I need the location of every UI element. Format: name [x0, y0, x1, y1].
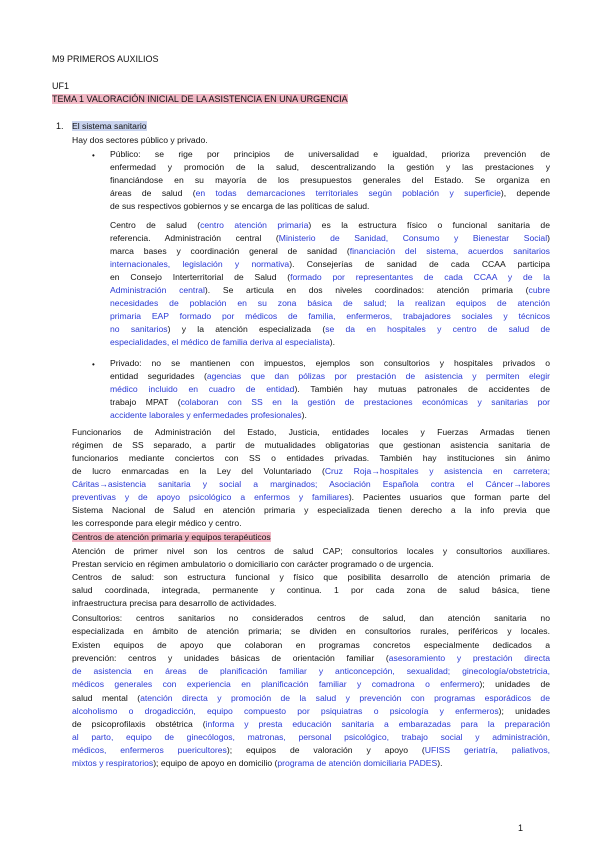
text-line — [110, 219, 550, 232]
text-line — [72, 504, 550, 517]
text-line — [110, 409, 550, 422]
blue-note: Ministerio de Sanidad, Consumo y Bienestar Social — [278, 233, 548, 243]
text-line — [110, 383, 550, 396]
text-segment: infraestructura precisa para desarrollo de actividades. — [72, 598, 277, 608]
blue-note: especialidades, el médico de familia deriva al especialista — [110, 337, 330, 347]
text-line — [72, 757, 550, 770]
text-segment: entidad seguridades ( — [110, 371, 207, 381]
topic-heading: TEMA 1 VALORACIÓN INICIAL DE LA ASISTENCIA EN UNA URGENCIA — [52, 94, 348, 104]
text-line — [110, 187, 550, 200]
blue-note: atención directa y promoción de la salud y prevención con programas esporádicos de — [140, 693, 550, 703]
blue-note: internacionales, legislación y normativa — [110, 259, 290, 269]
text-segment: Existen equipos de apoyo que colaboran en programas concretos especialmente dedicados a — [72, 640, 550, 650]
blue-note: preventivas y de apoyo psicológico a enfermos y familiares — [72, 492, 349, 502]
blue-note: de asistencia en áreas de planificación familiar y anticoncepción, sexualidad; ginecología/obstetricia, — [72, 666, 550, 676]
text-segment: ) — [547, 233, 550, 243]
text-segment: ). También hay mutuas patronales de accidentes de — [294, 384, 550, 394]
text-line — [72, 625, 550, 638]
blue-note: centro atención primaria — [200, 220, 309, 230]
section-intro: Hay dos sectores público y privado. — [72, 135, 208, 145]
text-segment: en Consejo Interterritorial de Salud ( — [110, 272, 291, 282]
text-line — [72, 665, 550, 678]
unit-label: UF1 — [52, 81, 70, 91]
section-title: El sistema sanitario — [72, 121, 147, 131]
text-segment: prevención: centros y unidades básicas de orientación familiar ( — [72, 653, 389, 663]
text-line — [110, 396, 550, 409]
blue-note: mixtos y respiratorios — [72, 758, 154, 768]
blue-note: se da en hospitales y centro de salud de — [325, 324, 550, 334]
blue-note: asesoramiento y prestación directa — [388, 653, 550, 663]
text-segment: Funcionarios de Administración del Estado, Justicia, entidades locales y Fuerzas Armadas tienen — [72, 427, 550, 437]
text-segment: de lucro enmarcadas en la Ley del Voluntariado ( — [72, 466, 325, 476]
text-line — [72, 439, 550, 452]
text-segment: ). — [329, 337, 335, 347]
text-segment: ). — [301, 410, 307, 420]
text-line — [72, 545, 550, 558]
page-number: 1 — [518, 823, 524, 833]
blue-note: en todas demarcaciones territoriales según población y superficie — [195, 188, 501, 198]
text-segment: ); equipo de apoyo en domicilio ( — [153, 758, 278, 768]
text-segment: régimen de SS separado, a partir de mutualidades obligatorias que gestionan asistencia sanitaria de — [72, 440, 550, 450]
text-line — [110, 271, 550, 284]
blue-note: al parto, equipo de ginecólogos, matronas, personal psicológico, trabajo social y administración, — [72, 732, 550, 742]
text-segment: marca bases y coordinación general de sanidad ( — [110, 246, 350, 256]
blue-note: necesidades de población en su zona básica de salud; la realizan equipos de atención — [110, 298, 550, 308]
blue-note: no sanitarios — [110, 324, 168, 334]
text-line — [72, 731, 550, 744]
text-line — [72, 718, 550, 731]
text-line — [72, 705, 550, 718]
text-segment: salud coordinada, integrada, permanente y continua. 1 por cada zona de salud básica, tiene — [72, 585, 550, 595]
blue-note: Administración central — [110, 285, 205, 295]
text-line — [72, 678, 550, 691]
blue-note: colaboran con SS en la gestión de prestaciones económicas y sanitarias por — [180, 397, 550, 407]
text-segment: Privado: no se mantienen con impuestos, ejemplos son consultorios y hospitales privados o — [110, 358, 550, 368]
text-line — [72, 426, 550, 439]
text-line — [72, 531, 550, 544]
text-segment: ). Se articula en dos niveles coordinados: atención primaria ( — [204, 285, 529, 295]
text-line — [72, 652, 550, 665]
blue-note: accidente laborales y enfermedades profesionales — [110, 410, 302, 420]
text-line — [72, 597, 550, 610]
text-line — [110, 258, 550, 271]
text-segment: trabajo MPAT ( — [110, 397, 181, 407]
text-segment: financiándose en su mayoría de los presupuestos generales del Estado. Se organiza en — [110, 175, 550, 185]
blue-note: formado por representantes de cada CCAA y de la — [290, 272, 550, 282]
text-line — [110, 200, 550, 213]
text-segment: de psicoprofilaxis obstétrica ( — [72, 719, 206, 729]
bullet-public: • — [92, 151, 95, 160]
blue-note: financiación del sistema, acuerdos sanitarios — [349, 246, 550, 256]
text-line — [110, 370, 550, 383]
bullet-private: • — [92, 360, 95, 369]
text-line — [72, 517, 550, 530]
blue-note: médicos, enfermeros puericultores — [72, 745, 227, 755]
text-line — [110, 161, 550, 174]
text-segment: ), depende — [500, 188, 551, 198]
blue-note: médico incluido en cuadro de entidad — [110, 384, 295, 394]
text-segment: Centros de salud: son estructura funcional y físico que posibilita desarrollo de atención primaria de — [72, 572, 550, 582]
text-line — [72, 452, 550, 465]
blue-note: alcoholismo o drogadicción, equipo compuesto por psiquiatras o psicología y enfermeros — [72, 706, 499, 716]
text-line — [72, 571, 550, 584]
text-line — [110, 174, 550, 187]
text-segment: ); unidades — [498, 706, 550, 716]
blue-note: informa y presta educación sanitaria a embarazadas para la preparación — [205, 719, 550, 729]
text-segment: ) y la atención especializada ( — [167, 324, 326, 334]
text-line — [110, 284, 550, 297]
text-line — [110, 336, 550, 349]
blue-note: Cáritas→asistencia sanitaria y social a marginados; Asociación Española contra el Cáncer→labores — [72, 479, 550, 489]
text-segment: les corresponde para elegir médico y centro. — [72, 518, 242, 528]
text-segment: áreas de salud ( — [110, 188, 196, 198]
text-segment: Centros de atención primaria y equipos terapéuticos — [72, 532, 271, 542]
text-segment: ); unidades de — [479, 679, 551, 689]
text-segment: Público: se rige por principios de universalidad e igualdad, prioriza prevención de — [110, 149, 550, 159]
text-line — [110, 232, 550, 245]
text-line — [72, 612, 550, 625]
text-line — [72, 478, 550, 491]
text-segment: funcionarios mediante conciertos con SS o entidades privadas. También hay instituciones sin ánimo — [72, 453, 550, 463]
text-segment: ). Consejerías de sanidad de cada CCAA participa — [289, 259, 551, 269]
blue-note: Cruz Roja→hospitales y asistencia en carretera; — [324, 466, 550, 476]
text-line — [110, 148, 550, 161]
text-line — [110, 297, 550, 310]
text-segment: especializada en ámbito de atención primaria; se dividen en consultorios rurales, periféricos y locales. — [72, 626, 550, 636]
text-line — [72, 692, 550, 705]
blue-note: programa de atención domiciliaria PADES — [277, 758, 438, 768]
text-line — [110, 245, 550, 258]
text-segment: referencia. Administración central ( — [110, 233, 279, 243]
text-segment: ) es la estructura físico o funcional sanitaria de — [308, 220, 550, 230]
course-title: M9 PRIMEROS AUXILIOS — [52, 54, 159, 64]
text-line — [72, 491, 550, 504]
text-segment: Centro de salud ( — [110, 220, 201, 230]
text-line — [72, 639, 550, 652]
text-segment: Prestan servicio en régimen ambulatorio o domiciliario con carácter programado o de urgencia. — [72, 559, 434, 569]
text-line — [110, 310, 550, 323]
text-segment: enfermedad y promoción de la salud, descentralizando la gestión y las prestaciones y — [110, 162, 550, 172]
text-line — [72, 465, 550, 478]
text-line — [72, 744, 550, 757]
blue-note: médicos generales con experiencia en planificación familiar y comadrona o enfermero — [72, 679, 480, 689]
blue-note: cubre — [528, 285, 551, 295]
text-segment: Consultorios: centros sanitarios no considerados centros de salud, dan atención sanitaria no — [72, 613, 550, 623]
blue-note: agencias que dan pólizas por prestación de asistencia y permiten elegir — [206, 371, 550, 381]
text-segment: ); equipos de valoración y apoyo ( — [226, 745, 425, 755]
text-segment: ). Pacientes usuarios que forman parte del — [348, 492, 550, 502]
section-number: 1. — [56, 121, 64, 131]
text-segment: Atención de primer nivel son los centros de salud CAP; consultorios locales y consultorios auxiliares. — [72, 546, 550, 556]
blue-note: UFISS geriatría, paliativos, — [424, 745, 551, 755]
text-segment: Sistema Nacional de Salud en atención primaria y especializada tienen derecho a la info previa que — [72, 505, 550, 515]
text-line — [110, 357, 550, 370]
text-line — [72, 558, 550, 571]
text-line — [72, 584, 550, 597]
text-line — [110, 323, 550, 336]
text-segment: de sus respectivos gobiernos y se encarga de las políticas de salud. — [110, 201, 370, 211]
text-segment: ). — [437, 758, 443, 768]
text-segment: salud mental ( — [72, 693, 141, 703]
blue-note: primaria EAP formado por médicos de familia, enfermeros, trabajadores sociales y técnicos — [110, 311, 550, 321]
